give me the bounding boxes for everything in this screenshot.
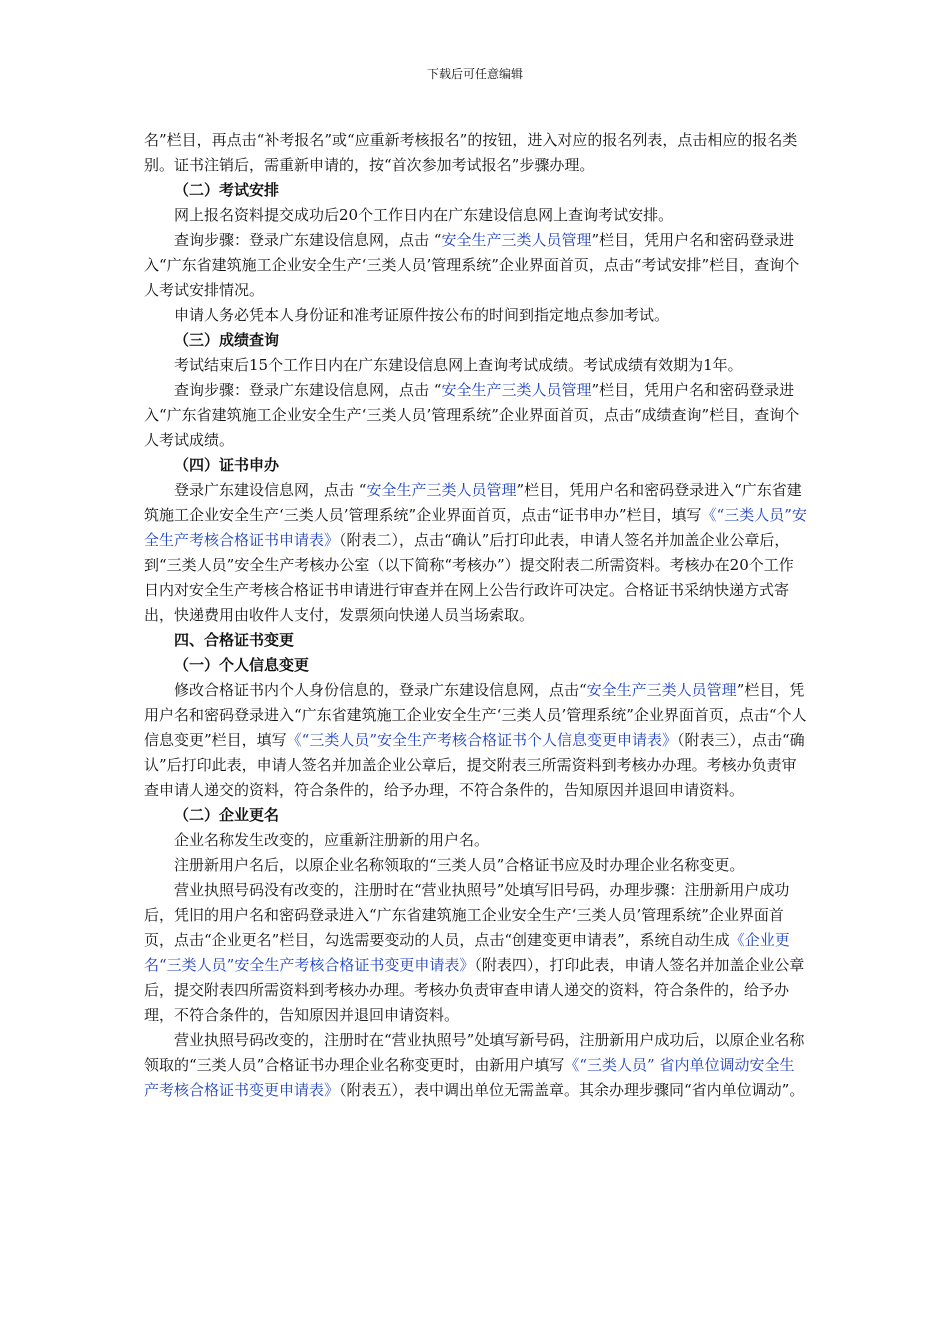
text-segment: （附表五），表中调出单位无需盖章。其余办理步骤同“省内单位调动”。 [339,1081,805,1099]
paragraph-exam-query-steps [144,228,808,303]
paragraph-exam-arrangement-query: 网上报名资料提交成功后20个工作日内在广东建设信息网上查询考试安排。 [174,206,674,224]
text-segment: （附表四），打印此表，申请人签名并加盖企业公章后，提交附表四所需资料到考核办办理。考核办负责审查申请人递交的资料，符合条件的，给予办理，不符合条件的，告知原因并退回申请资料。 [144,956,805,1024]
paragraph-rename-certificate: 注册新用户名后，以原企业名称领取的“三类人员”合格证书应及时办理企业名称变更。 [174,856,745,874]
unit-transfer-form-link[interactable]: 《“三类人员” 省内单位调动安全生产考核合格证书变更申请表》 [144,1056,795,1099]
safety-management-link[interactable]: 安全生产三类人员管理 [586,681,737,699]
heading-exam-arrangement: （二）考试安排 [174,181,280,199]
company-rename-form-link[interactable]: 《企业更名“三类人员”安全生产考核合格证书变更申请表》 [144,931,790,974]
text-segment: 查询步骤：登录广东建设信息网，点击 “ [174,381,442,399]
paragraph-rename-register: 企业名称发生改变的，应重新注册新的用户名。 [174,831,490,849]
certificate-application-form-link[interactable]: 《“三类人员”安全生产考核合格证书申请表》 [144,506,807,549]
text-segment: ”栏目，凭用户名和密码登录进入“广东省建筑施工企业安全生产‘三类人员’管理系统”企业界面首页，点击“个人信息变更”栏目，填写 [144,681,807,749]
safety-management-link[interactable]: 安全生产三类人员管理 [441,381,592,399]
text-segment: ”栏目，凭用户名和密码登录进入“广东省建筑施工企业安全生产‘三类人员’管理系统”企业界面首页，点击“证书申办”栏目，填写 [144,481,802,524]
text-segment: ”栏目，凭用户名和密码登录进入“广东省建筑施工企业安全生产‘三类人员’管理系统”企业界面首页，点击“考试安排”栏目，查询个人考试安排情况。 [144,231,800,299]
paragraph-rename-old-license [144,878,808,1028]
text-segment: 登录广东建设信息网，点击 “ [174,481,367,499]
page-header: 下载后可任意编辑 [426,67,523,81]
text-segment: 营业执照号码没有改变的，注册时在“营业执照号”处填写旧号码，办理步骤：注册新用户成功后，凭旧的用户名和密码登录进入“广东省建筑施工企业安全生产‘三类人员’管理系统”企业界面首页，点击“企业更名”栏目，勾选需要变动的人员，点击“创建变更申请表”，系统自动生成 [144,881,790,949]
text-segment: 修改合格证书内个人身份信息的，登录广东建设信息网，点击“ [174,681,587,699]
text-segment: 查询步骤：登录广东建设信息网，点击 “ [174,231,442,249]
safety-management-link[interactable]: 安全生产三类人员管理 [441,231,592,249]
paragraph-score-query-time: 考试结束后15个工作日内在广东建设信息网上查询考试成绩。考试成绩有效期为1年。 [174,356,743,374]
heading-score-query: （三）成绩查询 [174,331,280,349]
paragraph-certificate-application [144,478,808,628]
document-body [144,128,808,1103]
heading-company-rename: （二）企业更名 [174,806,280,824]
paragraph-rename-new-license [144,1028,808,1103]
text-segment: 营业执照号码改变的，注册时在“营业执照号”处填写新号码，注册新用户成功后，以原企业名称领取的“三类人员”合格证书办理企业名称变更时，由新用户填写 [144,1031,805,1074]
paragraph-personal-info-change [144,678,808,803]
text-segment: （附表三），点击“确认”后打印此表，申请人签名并加盖企业公章后，提交附表三所需资料到考核办办理。考核办负责审查申请人递交的资料，符合条件的，给予办理，不符合条件的，告知原因并退回申请资料。 [144,731,805,799]
paragraph-exam-id-notice: 申请人务必凭本人身份证和准考证原件按公布的时间到指定地点参加考试。 [174,306,670,324]
paragraph-score-query-steps [144,378,808,453]
heading-personal-info-change: （一）个人信息变更 [174,656,310,674]
paragraph-registration-continued: 名”栏目，再点击“补考报名”或“应重新考核报名”的按钮，进入对应的报名列表，点击相应的报名类别。证书注销后，需重新申请的，按“首次参加考试报名”步骤办理。 [144,131,798,174]
heading-certificate-application: （四）证书申办 [174,456,280,474]
personal-info-change-form-link[interactable]: 《“三类人员”安全生产考核合格证书个人信息变更申请表》 [286,731,678,749]
safety-management-link[interactable]: 安全生产三类人员管理 [366,481,517,499]
text-segment: ”栏目，凭用户名和密码登录进入“广东省建筑施工企业安全生产‘三类人员’管理系统”企业界面首页，点击“成绩查询”栏目，查询个人考试成绩。 [144,381,800,449]
heading-section-certificate-change: 四、合格证书变更 [174,631,295,649]
text-segment: （附表二），点击“确认”后打印此表，申请人签名并加盖企业公章后，到“三类人员”安全生产考核办公室（以下简称“考核办”）提交附表二所需资料。考核办在20个工作日内对安全生产考核合格证书申请进行审查并在网上公告行政许可决定。合格证书采纳快递方式寄出，快递费用由收件人支付，发票须向快递人员当场索取。 [144,531,794,624]
